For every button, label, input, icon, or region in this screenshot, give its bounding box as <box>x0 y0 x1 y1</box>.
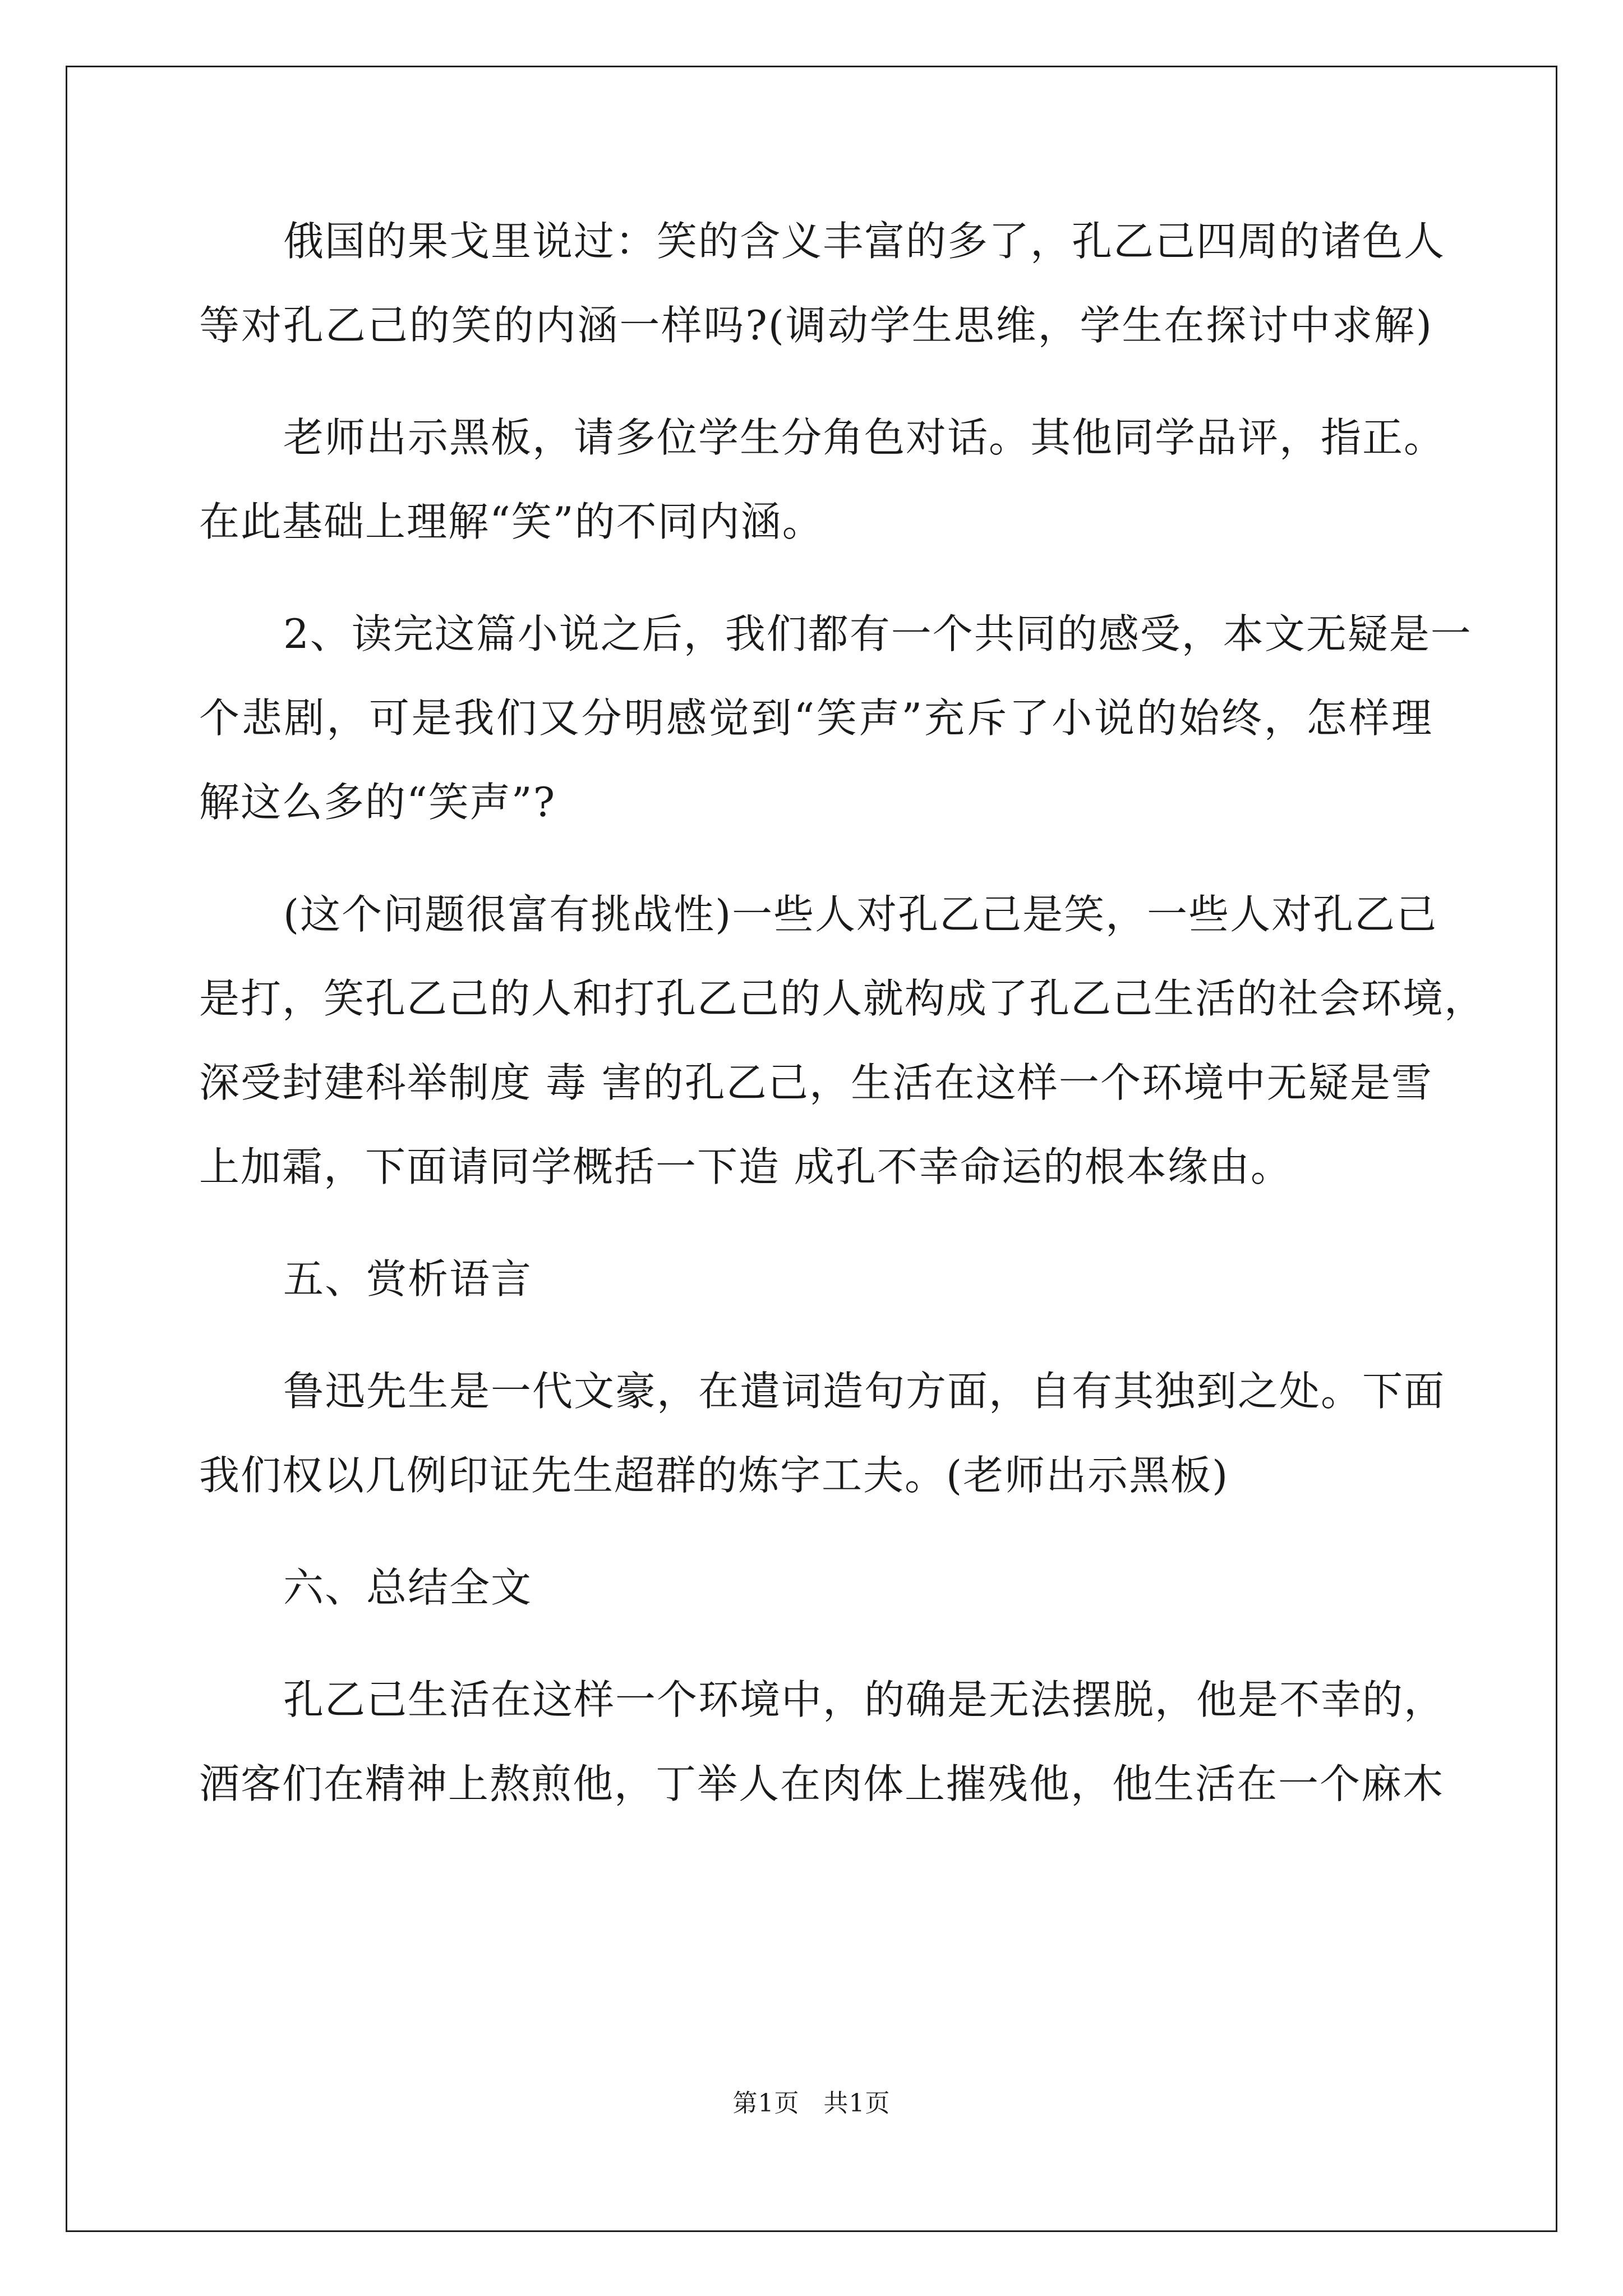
text-line: 是打，笑孔乙己的人和打孔乙己的人就构成了孔乙己生活的社会环境， <box>199 975 1486 1022</box>
page-number-total: 共1页 <box>823 2089 891 2118</box>
text-line: (这个问题很富有挑战性)一些人对孔乙己是笑，一些人对孔乙己 <box>283 891 1438 938</box>
text-line: 孔乙己生活在这样一个环境中，的确是无法摆脱，他是不幸的， <box>283 1676 1446 1723</box>
section-heading: 六、总结全文 <box>283 1564 533 1611</box>
text-line: 俄国的果戈里说过：笑的含义丰富的多了，孔乙己四周的诸色人 <box>283 218 1446 265</box>
page-number-current: 第1页 <box>732 2089 800 2118</box>
text-line: 解这么多的“笑声”? <box>199 779 556 826</box>
text-line: 酒客们在精神上熬煎他，丁举人在肉体上摧残他，他生活在一个麻木 <box>199 1760 1445 1807</box>
text-line: 深受封建科举制度 毒 害的孔乙己，生活在这样一个环境中无疑是雪 <box>199 1059 1433 1106</box>
text-line: 老师出示黑板，请多位学生分角色对话。其他同学品评，指正。 <box>283 414 1446 461</box>
section-heading: 五、赏析语言 <box>283 1255 533 1303</box>
page-footer <box>0 2087 1623 2120</box>
text-line: 上加霜，下面请同学概括一下造 成孔不幸命运的根本缘由。 <box>199 1143 1292 1190</box>
text-line: 等对孔乙己的笑的内涵一样吗?(调动学生思维，学生在探讨中求解) <box>199 302 1433 349</box>
text-line: 2、读完这篇小说之后，我们都有一个共同的感受，本文无疑是一 <box>283 610 1472 657</box>
text-line: 个悲剧，可是我们又分明感觉到“笑声”充斥了小说的始终，怎样理 <box>199 694 1433 742</box>
text-line: 我们权以几例印证先生超群的炼字工夫。(老师出示黑板) <box>199 1452 1229 1499</box>
text-line: 鲁迅先生是一代文豪，在遣词造句方面，自有其独到之处。下面 <box>283 1368 1446 1415</box>
text-line: 在此基础上理解“笑”的不同内涵。 <box>199 498 824 545</box>
